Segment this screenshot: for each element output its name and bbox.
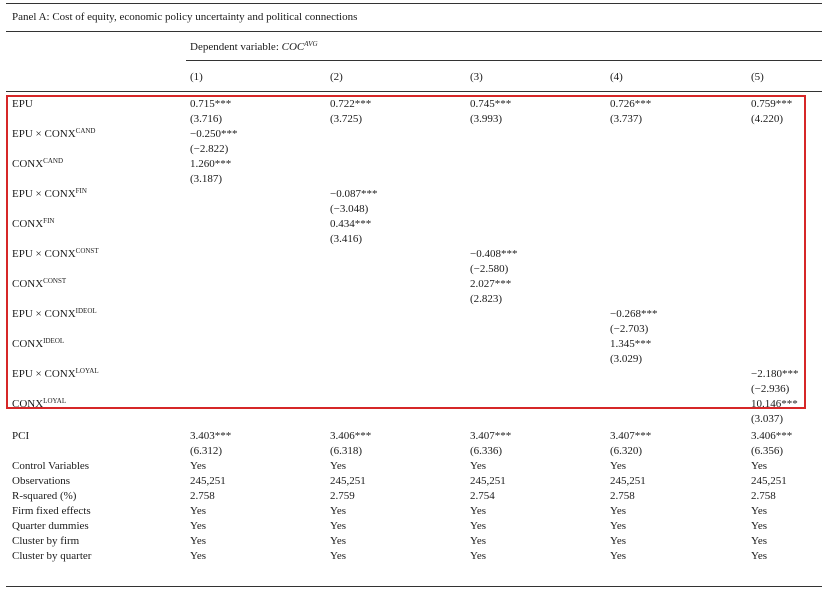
- row-label-sup: CAND: [43, 157, 64, 165]
- stat-value: Yes: [330, 460, 347, 472]
- stat-value: 245,251: [751, 475, 787, 487]
- stat-value: Yes: [470, 505, 487, 517]
- row-label: [12, 127, 96, 142]
- coefficient-cell: −0.408***: [470, 248, 518, 260]
- row-label-sup: FIN: [75, 187, 87, 195]
- row-label-text: EPU × CONX: [12, 308, 76, 320]
- stat-value: Yes: [610, 550, 627, 562]
- stat-row-label: Quarter dummies: [12, 520, 89, 532]
- stat-value: Yes: [330, 505, 347, 517]
- stat-row-label: Cluster by quarter: [12, 550, 92, 562]
- stat-value: Yes: [190, 520, 207, 532]
- row-label-text: CONX: [12, 338, 44, 350]
- coefficient-cell: −0.087***: [330, 188, 378, 200]
- row-label: [12, 97, 33, 112]
- t-stat-cell: (−2.822): [190, 143, 229, 155]
- stat-value: Yes: [190, 460, 207, 472]
- row-label-sup: CONST: [75, 247, 99, 255]
- row-label-sup: LOYAL: [43, 397, 67, 405]
- row-label: [12, 157, 63, 172]
- highlight-box: [6, 95, 806, 409]
- row-label: [12, 429, 29, 444]
- row-label: [12, 247, 99, 262]
- coefficient-cell: 3.407***: [470, 430, 512, 442]
- stat-value: Yes: [190, 535, 207, 547]
- t-stat-cell: (3.187): [190, 173, 223, 185]
- coefficient-cell: 0.745***: [470, 98, 512, 110]
- stat-value: Yes: [610, 520, 627, 532]
- column-header-1: (1): [190, 71, 203, 83]
- row-label-text: EPU × CONX: [12, 368, 76, 380]
- dep-var-text: Dependent variable:: [190, 41, 282, 53]
- t-stat-cell: (6.336): [470, 445, 503, 457]
- row-label-sup: IDEOL: [43, 337, 65, 345]
- row-label-text: CONX: [12, 278, 44, 290]
- dep-var-sup: AVG: [304, 40, 318, 48]
- stat-value: Yes: [190, 550, 207, 562]
- row-label-text: CONX: [12, 218, 44, 230]
- stat-value: Yes: [470, 550, 487, 562]
- column-header-3: (3): [470, 71, 483, 83]
- t-stat-cell: (3.716): [190, 113, 223, 125]
- stat-value: 2.758: [751, 490, 776, 502]
- coefficient-cell: −0.268***: [610, 308, 658, 320]
- coefficient-cell: 0.715***: [190, 98, 232, 110]
- row-label-sup: CONST: [43, 277, 67, 285]
- stat-value: Yes: [470, 520, 487, 532]
- t-stat-cell: (−2.936): [751, 383, 790, 395]
- row-label-sup: IDEOL: [75, 307, 97, 315]
- coefficient-cell: 0.759***: [751, 98, 793, 110]
- coefficient-cell: 10.146***: [751, 398, 798, 410]
- stat-value: 2.758: [610, 490, 635, 502]
- stat-row-label: Cluster by firm: [12, 535, 80, 547]
- stat-value: Yes: [610, 535, 627, 547]
- header-rule: [6, 91, 822, 92]
- row-label-text: CONX: [12, 398, 44, 410]
- stat-value: Yes: [751, 520, 768, 532]
- row-label-text: CONX: [12, 158, 44, 170]
- coefficient-cell: 3.406***: [751, 430, 793, 442]
- coefficient-cell: 1.260***: [190, 158, 232, 170]
- coefficient-cell: 2.027***: [470, 278, 512, 290]
- row-label: [12, 367, 99, 382]
- t-stat-cell: (6.318): [330, 445, 363, 457]
- column-header-5: (5): [751, 71, 764, 83]
- stat-value: Yes: [330, 550, 347, 562]
- row-label-text: EPU × CONX: [12, 248, 76, 260]
- t-stat-cell: (3.037): [751, 413, 784, 425]
- stat-row-label: Control Variables: [12, 460, 90, 472]
- t-stat-cell: (3.737): [610, 113, 643, 125]
- coefficient-cell: 3.407***: [610, 430, 652, 442]
- coefficient-cell: 0.434***: [330, 218, 372, 230]
- stat-row-label: R-squared (%): [12, 490, 77, 502]
- row-label: [12, 277, 66, 292]
- stat-value: Yes: [610, 460, 627, 472]
- stat-value: 2.759: [330, 490, 355, 502]
- row-label: [12, 217, 54, 232]
- stat-value: 245,251: [470, 475, 506, 487]
- stat-value: 2.754: [470, 490, 495, 502]
- stat-value: 245,251: [610, 475, 646, 487]
- row-label: [12, 337, 64, 352]
- row-label-text: EPU × CONX: [12, 128, 76, 140]
- title-rule: [6, 31, 822, 32]
- row-label: [12, 397, 66, 412]
- stat-value: 2.758: [190, 490, 215, 502]
- stat-value: Yes: [610, 505, 627, 517]
- panel-title: Panel A: Cost of equity, economic policy uncertainty and political connections: [12, 11, 358, 23]
- t-stat-cell: (4.220): [751, 113, 784, 125]
- t-stat-cell: (6.356): [751, 445, 784, 457]
- t-stat-cell: (2.823): [470, 293, 503, 305]
- t-stat-cell: (6.320): [610, 445, 643, 457]
- stat-value: Yes: [330, 535, 347, 547]
- t-stat-cell: (−2.703): [610, 323, 649, 335]
- dependent-variable-label: [190, 40, 318, 55]
- stat-value: Yes: [470, 460, 487, 472]
- row-label: [12, 187, 87, 202]
- coefficient-cell: 0.722***: [330, 98, 372, 110]
- bottom-rule: [6, 586, 822, 587]
- stat-value: Yes: [470, 535, 487, 547]
- t-stat-cell: (3.029): [610, 353, 643, 365]
- stat-row-label: Observations: [12, 475, 71, 487]
- coefficient-cell: 0.726***: [610, 98, 652, 110]
- stat-value: 245,251: [330, 475, 366, 487]
- t-stat-cell: (3.993): [470, 113, 503, 125]
- stat-value: 245,251: [190, 475, 226, 487]
- stat-row-label: Firm fixed effects: [12, 505, 91, 517]
- row-label-text: EPU × CONX: [12, 188, 76, 200]
- row-label-text: PCI: [12, 430, 30, 442]
- row-label: [12, 307, 97, 322]
- row-label-sup: CAND: [75, 127, 96, 135]
- coefficient-cell: 3.403***: [190, 430, 232, 442]
- column-header-4: (4): [610, 71, 623, 83]
- stat-value: Yes: [751, 460, 768, 472]
- top-rule: [6, 3, 822, 4]
- coefficient-cell: −2.180***: [751, 368, 799, 380]
- t-stat-cell: (−2.580): [470, 263, 509, 275]
- stat-value: Yes: [330, 520, 347, 532]
- dep-var-name: COC: [281, 41, 305, 53]
- dep-var-rule: [186, 60, 822, 61]
- coefficient-cell: 3.406***: [330, 430, 372, 442]
- stat-value: Yes: [751, 505, 768, 517]
- stat-value: Yes: [751, 550, 768, 562]
- column-header-2: (2): [330, 71, 343, 83]
- row-label-sup: FIN: [43, 217, 55, 225]
- coefficient-cell: −0.250***: [190, 128, 238, 140]
- t-stat-cell: (3.416): [330, 233, 363, 245]
- stat-value: Yes: [190, 505, 207, 517]
- row-label-sup: LOYAL: [75, 367, 99, 375]
- t-stat-cell: (−3.048): [330, 203, 369, 215]
- coefficient-cell: 1.345***: [610, 338, 652, 350]
- row-label-text: EPU: [12, 98, 33, 110]
- stat-value: Yes: [751, 535, 768, 547]
- t-stat-cell: (3.725): [330, 113, 363, 125]
- t-stat-cell: (6.312): [190, 445, 223, 457]
